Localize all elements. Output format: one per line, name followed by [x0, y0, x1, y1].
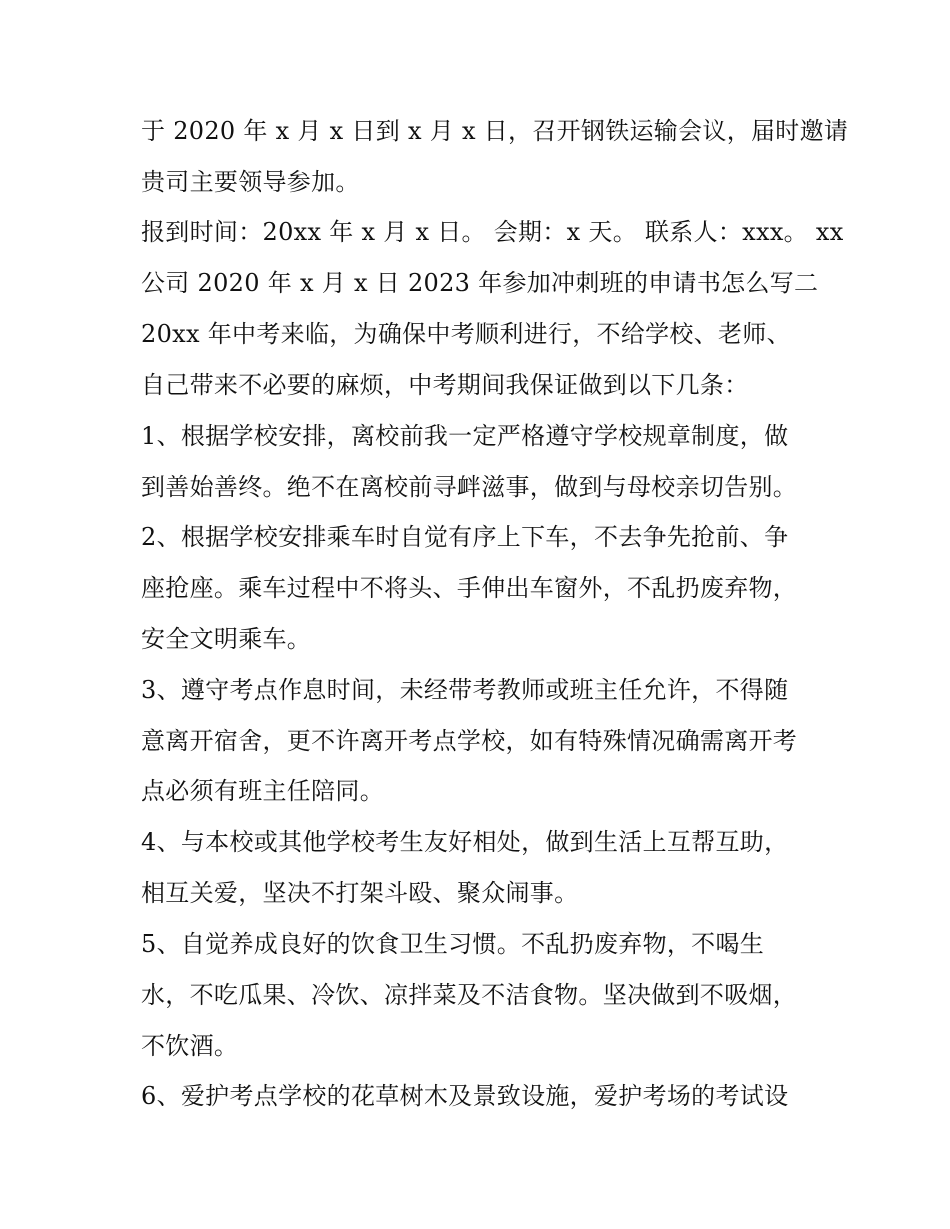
text-line: 2、根据学校安排乘车时自觉有序上下车，不去争先抢前、争 [141, 523, 789, 551]
text-line: 座抢座。乘车过程中不将头、手伸出车窗外，不乱扔废弃物， [141, 574, 798, 602]
text-line: 相互关爱，坚决不打架斗殴、聚众闹事。 [141, 879, 579, 907]
text-line: 安全文明乘车。 [141, 625, 312, 653]
text-line: 20xx 年中考来临，为确保中考顺利进行，不给学校、老师、 [141, 320, 791, 348]
text-line: 4、与本校或其他学校考生友好相处，做到生活上互帮互助， [141, 828, 789, 856]
text-line: 于 2020 年 x 月 x 日到 x 月 x 日，召开钢铁运输会议，届时邀请 [141, 117, 849, 145]
text-line: 到善始善终。绝不在离校前寻衅滋事，做到与母校亲切告别。 [141, 473, 798, 501]
text-line: 自己带来不必要的麻烦，中考期间我保证做到以下几条： [141, 371, 749, 399]
text-line: 公司 2020 年 x 月 x 日 2023 年参加冲刺班的申请书怎么写二 [141, 269, 819, 297]
text-line: 报到时间：20xx 年 x 月 x 日。 会期：x 天。 联系人：xxx。 xx [141, 218, 844, 246]
text-line: 3、遵守考点作息时间，未经带考教师或班主任允许，不得随 [141, 676, 789, 704]
text-line: 意离开宿舍，更不许离开考点学校，如有特殊情况确需离开考 [141, 727, 798, 755]
text-line: 贵司主要领导参加。 [141, 168, 360, 196]
text-line: 6、爱护考点学校的花草树木及景致设施，爱护考场的考试设 [141, 1082, 789, 1110]
text-line: 1、根据学校安排，离校前我一定严格遵守学校规章制度，做 [141, 422, 789, 450]
text-line: 不饮酒。 [141, 1032, 239, 1060]
text-line: 5、自觉养成良好的饮食卫生习惯。不乱扔废弃物，不喝生 [141, 930, 765, 958]
text-line: 点必须有班主任陪同。 [141, 777, 384, 805]
text-line: 水，不吃瓜果、冷饮、凉拌菜及不洁食物。坚决做到不吸烟， [141, 981, 798, 1009]
